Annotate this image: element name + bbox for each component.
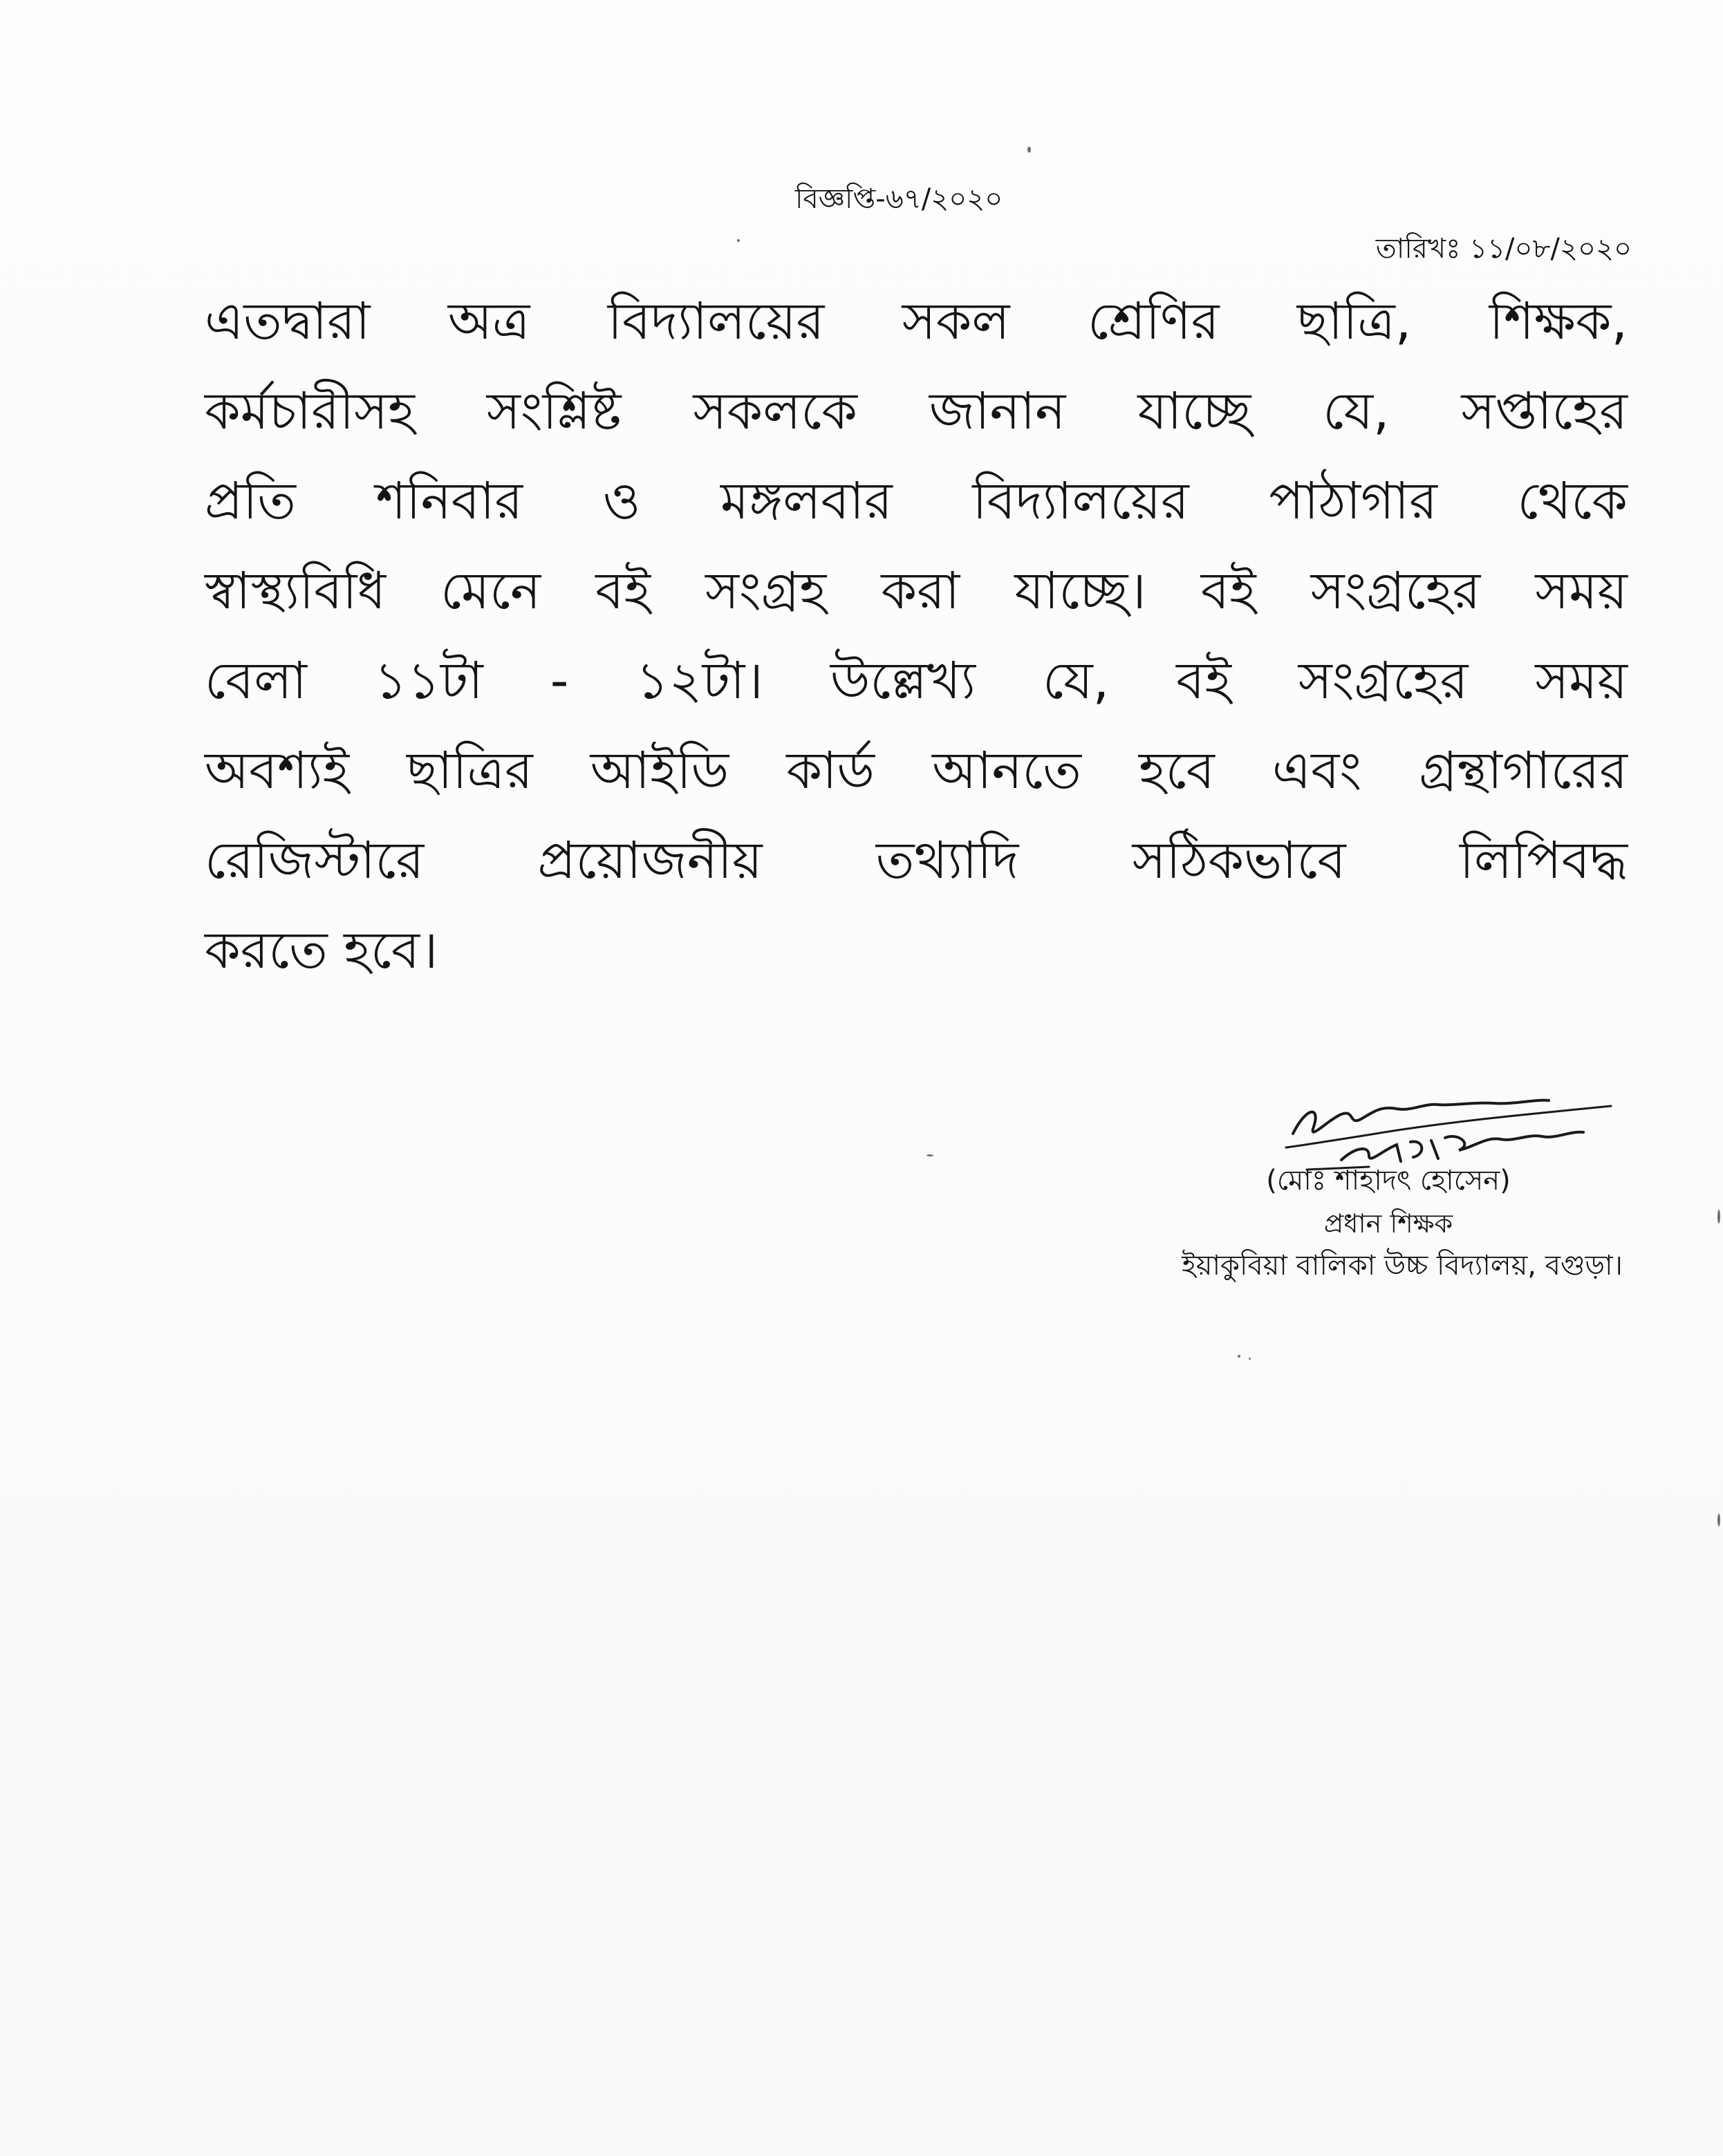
body-line: এতদ্বারা অত্র বিদ্যালয়ের সকল শ্রেণির ছাত্রি, শিক্ষক,	[205, 292, 1628, 351]
notice-body	[205, 276, 1628, 995]
body-line: করতে হবে।	[205, 921, 438, 980]
body-line: স্বাস্থ্যবিধি মেনে বই সংগ্রহ করা যাচ্ছে। বই সংগ্রহের সময়	[205, 561, 1628, 621]
body-line: বেলা ১১টা - ১২টা। উল্লেখ্য যে, বই সংগ্রহের সময়	[205, 651, 1628, 711]
signatory-title: প্রধান শিক্ষক	[1323, 1208, 1453, 1239]
scan-speck	[1238, 1355, 1240, 1358]
scan-speck	[1027, 147, 1031, 153]
body-line: অবশ্যই ছাত্রির আইডি কার্ড আনতে হবে এবং গ্রন্থাগারের	[205, 741, 1628, 800]
signatory-name: (মোঃ শাহাদৎ হোসেন)	[1266, 1165, 1511, 1197]
notice-number: বিজ্ঞপ্তি-৬৭/২০২০	[795, 183, 1003, 215]
body-line: কর্মচারীসহ সংশ্লিষ্ট সকলকে জানান যাচ্ছে যে, সপ্তাহের	[205, 382, 1628, 441]
scan-speck	[737, 239, 740, 242]
scan-speck	[1717, 1514, 1720, 1526]
scan-speck	[926, 1154, 933, 1156]
school-name: ইয়াকুবিয়া বালিকা উচ্চ বিদ্যালয়, বগুড়া।	[1182, 1250, 1623, 1282]
notice-date: তারিখঃ ১১/০৮/২০২০	[1375, 233, 1632, 265]
scan-speck	[1717, 1210, 1720, 1224]
scan-speck	[1249, 1358, 1251, 1360]
body-line: প্রতি শনিবার ও মঙ্গলবার বিদ্যালয়ের পাঠাগার থেকে	[205, 471, 1628, 531]
body-line: রেজিস্টারে প্রয়োজনীয় তথ্যাদি সঠিকভাবে লিপিবদ্ধ	[205, 831, 1628, 890]
